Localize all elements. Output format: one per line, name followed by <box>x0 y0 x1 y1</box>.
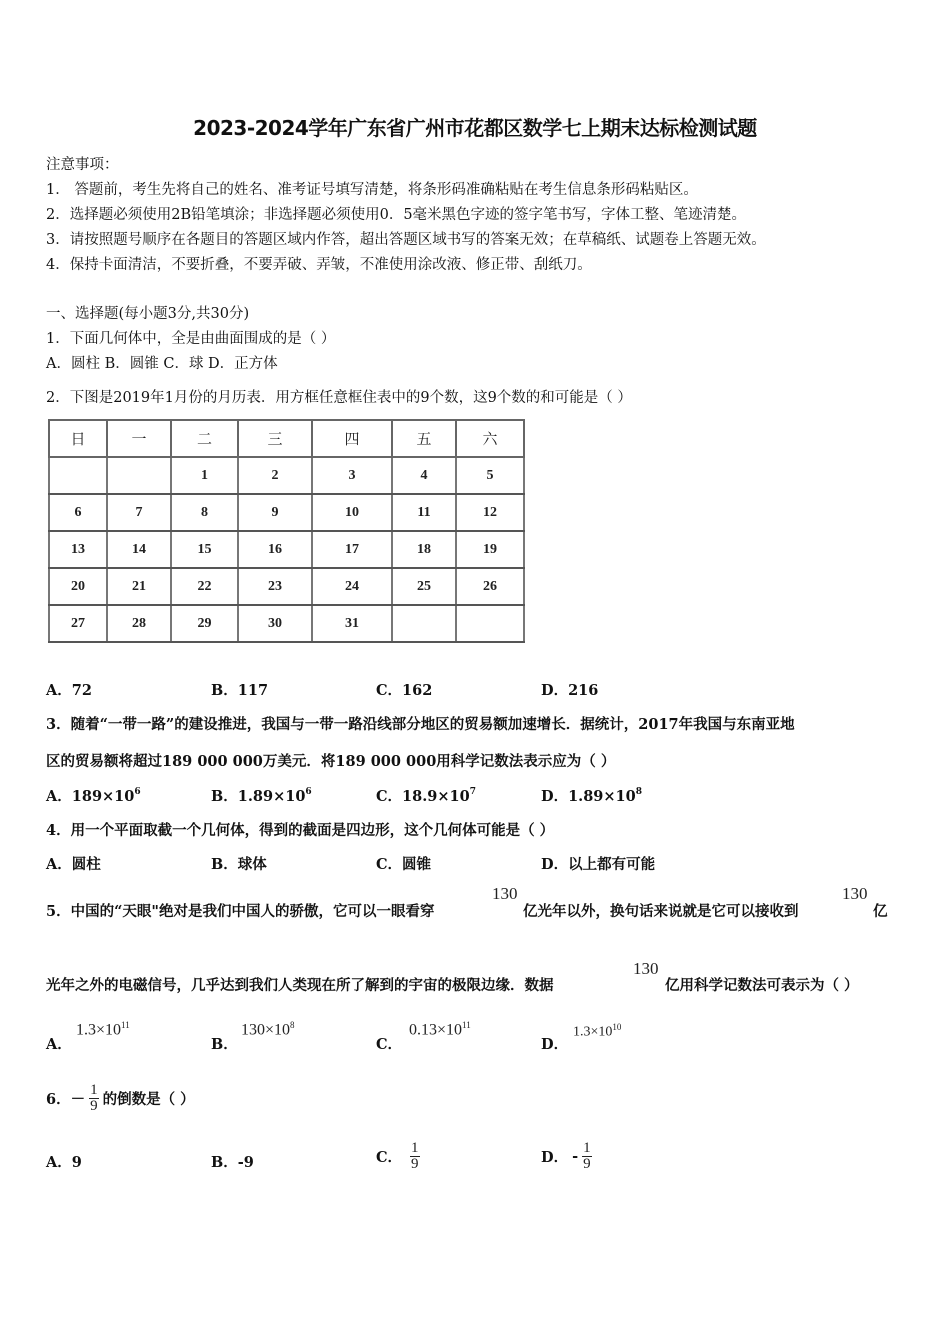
fraction-denominator: 9 <box>411 1156 419 1172</box>
calendar-cell: 3 <box>312 457 392 494</box>
question-4-option-a <box>46 853 101 874</box>
question-5-option-d-value <box>573 1022 621 1041</box>
question-4-option-d <box>541 853 655 874</box>
question-5-option-a-value <box>76 1020 130 1039</box>
calendar-cell: 9 <box>238 494 312 531</box>
option-text: 162 <box>402 682 433 699</box>
option-base: 189×10 <box>71 788 135 805</box>
option-text: -9 <box>237 1154 254 1171</box>
calendar-cell <box>392 605 456 642</box>
option-label: D． <box>541 682 569 699</box>
question-6-option-b <box>211 1151 254 1172</box>
calendar-cell: 21 <box>107 568 171 605</box>
calendar-cell: 15 <box>171 531 238 568</box>
calendar-row <box>49 494 524 531</box>
calendar-cell: 14 <box>107 531 171 568</box>
calendar-cell: 16 <box>238 531 312 568</box>
question-6-option-d <box>541 1141 592 1172</box>
option-label: C． <box>376 682 403 699</box>
section-heading: 一、选择题(每小题3分,共30分) <box>46 306 250 322</box>
option-label: C． <box>376 788 403 805</box>
question-3-stem-line-1: 3．随着“一带一路”的建设推进，我国与一带一路沿线部分地区的贸易额加速增长．据统计，2017年我国与东南亚地 <box>46 716 795 733</box>
calendar-cell: 26 <box>456 568 524 605</box>
calendar-cell: 10 <box>312 494 392 531</box>
calendar-header-cell: 日 <box>49 420 107 457</box>
option-exponent: 7 <box>469 787 476 797</box>
calendar-cell: 31 <box>312 605 392 642</box>
calendar-row <box>49 457 524 494</box>
question-5-stem-line-2-part-2: 亿用科学记数法可表示为（ ） <box>665 977 859 994</box>
calendar-header-cell: 一 <box>107 420 171 457</box>
calendar-row <box>49 568 524 605</box>
stem-prefix: 6．－ <box>46 1091 86 1108</box>
calendar-cell: 29 <box>171 605 238 642</box>
calendar-cell <box>456 605 524 642</box>
option-exponent: 6 <box>134 787 141 797</box>
fraction-numerator: 1 <box>583 1140 591 1156</box>
question-3-option-b <box>211 785 312 806</box>
calendar-cell: 8 <box>171 494 238 531</box>
question-3-option-c <box>376 785 476 806</box>
question-3-stem-line-2: 区的贸易额将超过189 000 000万美元．将189 000 000用科学记数法表示应为（ ） <box>46 753 616 770</box>
calendar-cell: 23 <box>238 568 312 605</box>
question-3-option-d <box>541 785 642 806</box>
question-5-option-c-label: C． <box>376 1036 403 1053</box>
fraction <box>582 1141 592 1172</box>
calendar-header-cell: 六 <box>456 420 524 457</box>
question-4-option-b <box>211 853 267 874</box>
option-exponent: 11 <box>121 1020 130 1030</box>
option-text: 9 <box>71 1154 82 1171</box>
option-text: 圆锥 <box>402 856 432 873</box>
calendar-cell: 7 <box>107 494 171 531</box>
question-5-option-a-label: A． <box>46 1036 72 1053</box>
calendar-header-cell: 四 <box>312 420 392 457</box>
calendar-cell: 11 <box>392 494 456 531</box>
question-5-stem-line-2-part-1: 光年之外的电磁信号，几乎达到我们人类现在所了解到的宇宙的极限边缘．数据 <box>46 977 554 994</box>
calendar-cell <box>107 457 171 494</box>
option-label: D． <box>541 1149 569 1166</box>
calendar-cell: 18 <box>392 531 456 568</box>
question-5-option-b-value <box>241 1020 295 1039</box>
question-4-stem: 4．用一个平面取截一个几何体，得到的截面是四边形，这个几何体可能是（ ） <box>46 822 555 839</box>
calendar-cell: 25 <box>392 568 456 605</box>
option-base: 1.3×10 <box>76 1021 122 1039</box>
option-base: 0.13×10 <box>409 1021 463 1039</box>
question-4-option-c <box>376 853 431 874</box>
calendar-cell <box>49 457 107 494</box>
calendar-header-cell: 五 <box>392 420 456 457</box>
question-5-stem-line-1-part-3: 亿 <box>873 903 888 920</box>
option-label: A． <box>46 682 72 699</box>
option-exponent: 8 <box>635 787 642 797</box>
note-item-1: 1． 答题前，考生先将自己的姓名、准考证号填写清楚，将条形码准确粘贴在考生信息条形码粘贴区。 <box>46 182 698 198</box>
calendar-cell: 4 <box>392 457 456 494</box>
option-base: 1.89×10 <box>237 788 306 805</box>
calendar-table <box>48 419 525 643</box>
option-base: 1.89×10 <box>568 788 636 805</box>
calendar-cell: 2 <box>238 457 312 494</box>
option-text: 圆柱 <box>71 856 101 873</box>
question-2-option-a <box>46 679 92 700</box>
notes-heading: 注意事项： <box>46 157 119 173</box>
option-exponent: 6 <box>305 787 312 797</box>
option-exponent: 11 <box>462 1020 471 1030</box>
question-5-stem-line-1-part-2: 亿光年以外，换句话来说就是它可以接收到 <box>523 903 799 920</box>
calendar-header-cell: 三 <box>238 420 312 457</box>
question-5-option-d-label: D． <box>541 1036 569 1053</box>
fraction-denominator: 9 <box>90 1098 98 1114</box>
note-item-3: 3．请按照题号顺序在各题目的答题区域内作答，超出答题区域书写的答案无效；在草稿纸、试题卷上答题无效。 <box>46 232 766 248</box>
calendar-cell: 13 <box>49 531 107 568</box>
fraction-numerator: 1 <box>411 1140 419 1156</box>
stem-suffix: 的倒数是（ ） <box>102 1091 195 1108</box>
option-label: C． <box>376 856 403 873</box>
option-base: 1.3×10 <box>573 1024 613 1040</box>
fraction <box>89 1083 99 1114</box>
option-label: D． <box>541 856 569 873</box>
question-5-value-3: 130 <box>633 959 659 978</box>
calendar-cell: 30 <box>238 605 312 642</box>
option-label: B． <box>211 1154 238 1171</box>
option-label: B． <box>211 856 238 873</box>
calendar-cell: 22 <box>171 568 238 605</box>
page-title: 2023-2024学年广东省广州市花都区数学七上期末达标检测试题 <box>193 116 757 140</box>
calendar-cell: 5 <box>456 457 524 494</box>
question-2-stem: 2．下图是2019年1月份的月历表．用方框任意框住表中的9个数，这9个数的和可能是（ ） <box>46 390 632 406</box>
option-label: C． <box>376 1149 403 1166</box>
calendar-header-row <box>49 420 524 457</box>
question-2-option-d <box>541 679 598 700</box>
option-exponent: 8 <box>290 1020 295 1030</box>
option-exponent: 10 <box>612 1022 622 1032</box>
calendar-cell: 28 <box>107 605 171 642</box>
question-5-option-b-label: B． <box>211 1036 238 1053</box>
option-base: 18.9×10 <box>402 788 470 805</box>
calendar-cell: 19 <box>456 531 524 568</box>
calendar-row <box>49 605 524 642</box>
calendar-row <box>49 531 524 568</box>
option-label: A． <box>46 1154 72 1171</box>
calendar-header-cell: 二 <box>171 420 238 457</box>
calendar-cell: 24 <box>312 568 392 605</box>
option-label: A． <box>46 856 72 873</box>
option-text: 以上都有可能 <box>568 856 656 873</box>
calendar-cell: 12 <box>456 494 524 531</box>
option-sign: - <box>572 1148 579 1165</box>
question-5-value-1: 130 <box>492 884 518 903</box>
option-label: D． <box>541 788 569 805</box>
calendar-cell: 17 <box>312 531 392 568</box>
question-1-stem: 1．下面几何体中，全是由曲面围成的是（ ） <box>46 331 336 347</box>
option-label: B． <box>211 682 238 699</box>
question-1-options: A．圆柱 B．圆锥 C．球 D．正方体 <box>46 356 278 372</box>
calendar-cell: 27 <box>49 605 107 642</box>
calendar-cell: 6 <box>49 494 107 531</box>
question-2-option-c <box>376 679 432 700</box>
option-text: 72 <box>71 682 92 699</box>
option-text: 216 <box>568 682 599 699</box>
question-5-option-c-value <box>409 1020 471 1039</box>
fraction <box>410 1141 420 1172</box>
question-3-option-a <box>46 785 141 806</box>
option-base: 130×10 <box>241 1021 291 1039</box>
note-item-2: 2．选择题必须使用2B铅笔填涂；非选择题必须使用0．5毫米黑色字迹的签字笔书写，字体工整、笔迹清楚。 <box>46 207 747 223</box>
option-label: B． <box>211 788 238 805</box>
fraction-numerator: 1 <box>90 1082 98 1098</box>
question-6-option-a <box>46 1151 82 1172</box>
calendar-cell: 1 <box>171 457 238 494</box>
option-label: A． <box>46 788 72 805</box>
calendar-cell: 20 <box>49 568 107 605</box>
question-6-stem <box>46 1083 195 1114</box>
question-5-stem-line-1-part-1: 5．中国的“天眼"绝对是我们中国人的骄傲，它可以一眼看穿 <box>46 903 435 920</box>
question-5-value-2: 130 <box>842 884 868 903</box>
note-item-4: 4．保持卡面清洁，不要折叠，不要弄破、弄皱，不准使用涂改液、修正带、刮纸刀。 <box>46 257 592 273</box>
fraction-denominator: 9 <box>583 1156 591 1172</box>
option-text: 117 <box>237 682 269 699</box>
question-2-option-b <box>211 679 268 700</box>
question-6-option-c <box>376 1141 420 1172</box>
option-text: 球体 <box>237 856 267 873</box>
